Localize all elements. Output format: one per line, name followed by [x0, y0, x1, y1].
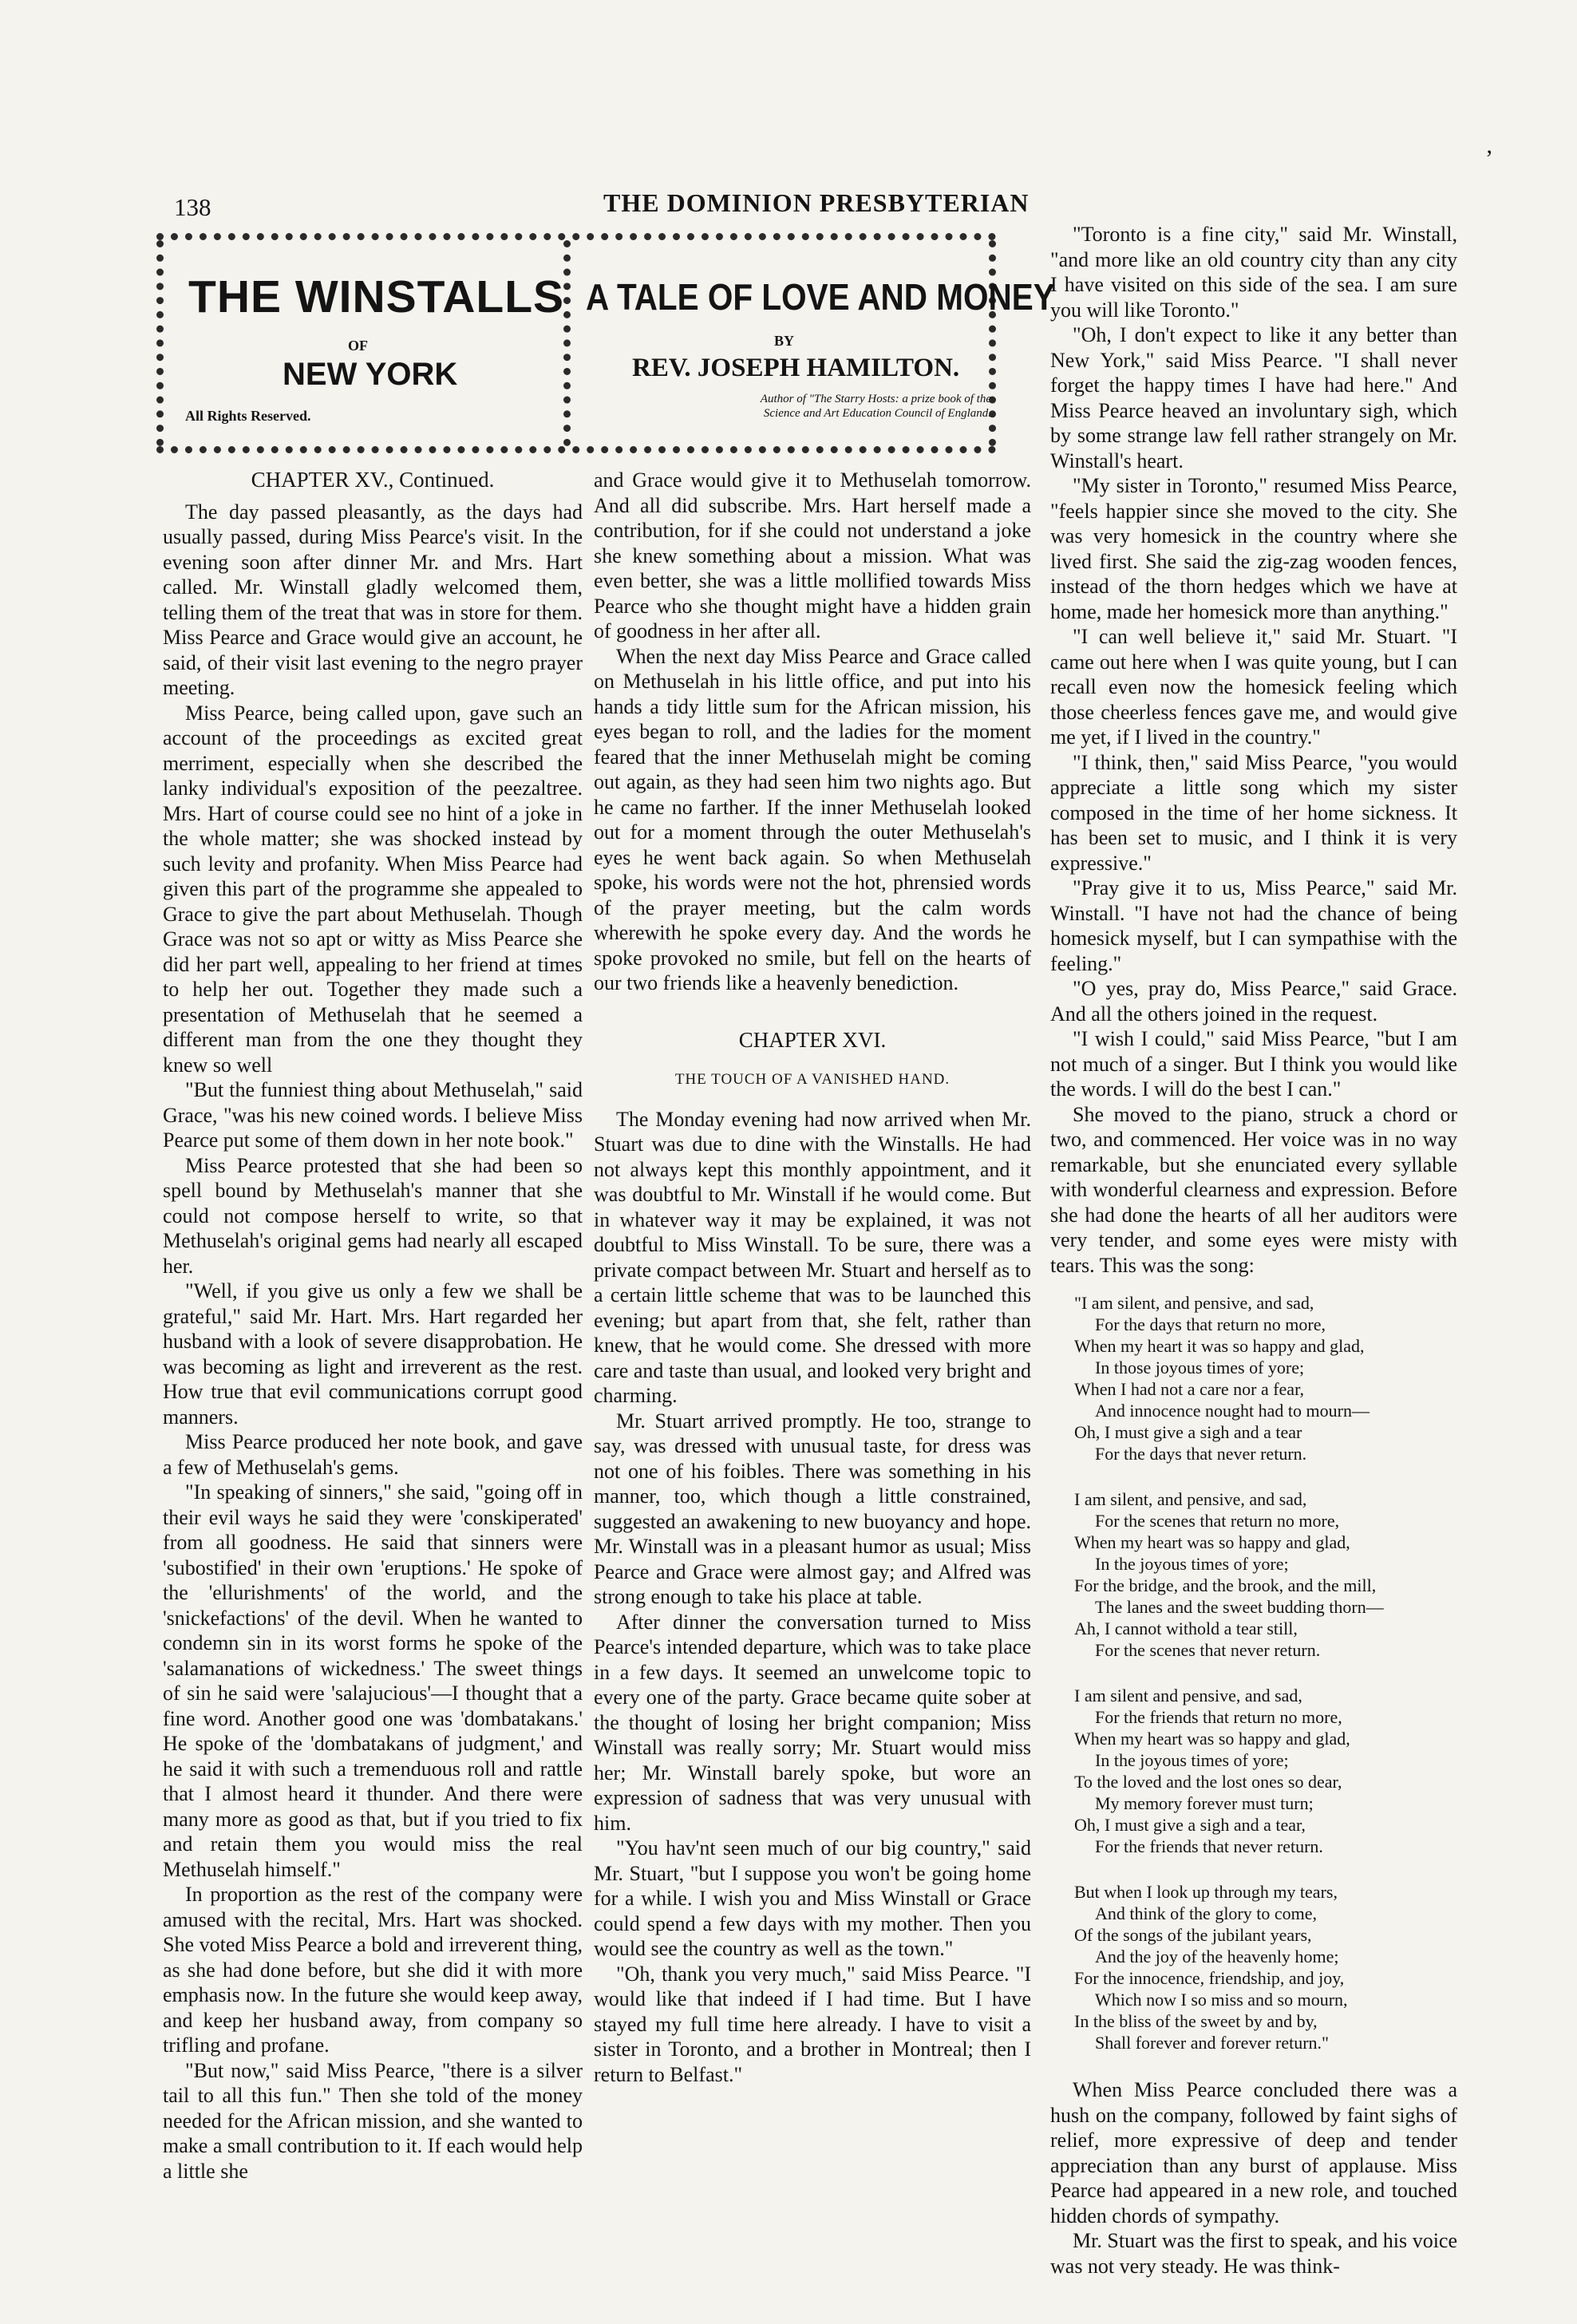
- poem-line: I am silent and pensive, and sad,: [1074, 1686, 1302, 1705]
- poem-line: In the bliss of the sweet by and by,: [1074, 2011, 1318, 2031]
- banner-title-left: THE WINSTALLS: [188, 271, 565, 322]
- song-poem: [1074, 1292, 1457, 2053]
- page-number: 138: [174, 193, 211, 221]
- paragraph: "I can well believe it," said Mr. Stuart. "I came out here when I was quite young, but I can recall even now the homesick feeling which those cheerless fences gave me, and would give me yet, if I lived in the country.": [1050, 625, 1457, 749]
- paragraph: "Oh, thank you very much," said Miss Pearce. "I would like that indeed if I had time. But I have stayed my full time here already. I have to visit a sister in Toronto, and a brother in Montreal; then I return to Belfast.": [594, 1962, 1031, 2086]
- story-banner: [156, 233, 1055, 453]
- poem-stanza: [1074, 1488, 1457, 1661]
- paragraph: "O yes, pray do, Miss Pearce," said Grace. And all the others joined in the request.: [1050, 977, 1457, 1026]
- poem-line: To the loved and the lost ones so dear,: [1074, 1772, 1342, 1792]
- banner-of: OF: [348, 338, 368, 354]
- paragraph: Miss Pearce, being called upon, gave such an account of the proceedings as excited great merriment, especially when she described the lanky individual's exposition of the peezaltree. Mrs. Hart of course could see no hint of a joke in the whole matter; she was shocked instead by such levity and profanity. When Miss Pearce had given this part of the programme she appealed to Grace to give the part about Methuselah. Though Grace was not so apt or witty as Miss Pearce she did her part well, appealing to her friend at times to help her out. Together they made such a presentation of Methuselah that he seemed a different man from the one they thought they knew so well: [163, 701, 583, 1077]
- column-3: [1050, 222, 1457, 2279]
- banner-by: BY: [774, 333, 795, 349]
- paragraph: "My sister in Toronto," resumed Miss Pearce, "feels happier since she moved to the city. She was very homesick in the country where she lived first. She said the zig-zag wooden fences, instead of the thorn hedges which we have at home, made her homesick more than anything.": [1050, 474, 1457, 623]
- running-title: THE DOMINION PRESBYTERIAN: [603, 188, 1030, 217]
- margin-mark: ’: [1485, 145, 1493, 172]
- poem-line: Shall forever and forever return.": [1095, 2033, 1330, 2053]
- poem-line: For the scenes that never return.: [1095, 1640, 1321, 1660]
- poem-line: When my heart was so happy and glad,: [1074, 1729, 1350, 1749]
- banner-credit-line: Science and Art Education Council of England.: [763, 407, 991, 420]
- banner-border-left: [156, 240, 164, 446]
- poem-line: When my heart it was so happy and glad,: [1074, 1336, 1365, 1356]
- paragraph: "I think, then," said Miss Pearce, "you would appreciate a little song which my sister composed in the time of her home sickness. It has been set to music, and I think it is very expressive.": [1050, 750, 1457, 875]
- paragraph: When the next day Miss Pearce and Grace called on Methuselah in his little office, and put into his hands a tidy little sum for the African mission, his eyes began to roll, and the ladies for the moment feared that the inner Methuselah might be coming out again, as they had seen him two nights ago. But he came no farther. If the inner Methuselah looked out for a moment through the outer Methuselah's eyes he went back again. So when Methuselah spoke, his words were not the hot, phrensied words of the prayer meeting, but the calm words wherewith he spoke every day. And the words he spoke provoked no smile, but fell on the hearts of our two friends like a heavenly benediction.: [594, 644, 1031, 994]
- paragraph: The Monday evening had now arrived when Mr. Stuart was due to dine with the Winstalls. He had not always kept this monthly appointment, and it was doubtful to Mr. Winstall if he would come. But in whatever way it may be explained, it was not doubtful to Miss Winstall. To be sure, there was a private compact between Mr. Stuart and herself as to a certain little scheme that was to be launched this evening; but apart from that, she felt, rather than knew, that he would come. She dressed with more care and taste than usual, and looked very bright and charming.: [594, 1107, 1031, 1407]
- column-2: [594, 468, 1031, 2087]
- paragraph: She moved to the piano, struck a chord or two, and commenced. Her voice was in no way remarkable, but she enunciated every syllable with wonderful clearness and expression. Before she had done the hearts of all her auditors were very tender, and some eyes were misty with tears. This was the song:: [1050, 1102, 1457, 1277]
- paragraph: Mr. Stuart arrived promptly. He too, strange to say, was dressed with unusual taste, for dress was not one of his foibles. There was something in his manner, too, which though a little constrained, suggested an awakening to new buoyancy and hope. Mr. Winstall was in a pleasant humor as usual; Miss Pearce and Grace were almost gay; and Alfred was strong enough to take his place at table.: [594, 1409, 1031, 1608]
- poem-line: For the bridge, and the brook, and the mill,: [1074, 1575, 1377, 1595]
- poem-line: And the joy of the heavenly home;: [1095, 1947, 1339, 1966]
- paragraph: "In speaking of sinners," she said, "going off in their evil ways he said they were 'conskiperated' from all goodness. He said that sinners were 'subostified' in their own 'eruptions.' He spoke of the 'ellurishments' of the world, and the 'snickefactions' of the devil. When he wanted to condemn sin in its worst forms he spoke of the 'salamanations of wickedness.' The sweet things of sin he said were 'salajucious'—I thought that a fine word. Another good one was 'dombatakans.' He spoke of the 'dombatakans of judgment,' and he said it with such a tremenduous roll and rattle that I almost heard it thunder. And there were many more as good as that, but if you tried to fix and retain them you would miss the real Methuselah himself.": [163, 1480, 583, 1881]
- paragraph: The day passed pleasantly, as the days had usually passed, during Miss Pearce's visit. In the evening soon after dinner Mr. and Mrs. Hart called. Mr. Winstall gladly welcomed them, telling them of the treat that was in store for them. Miss Pearce and Grace would give an account, he said, of their visit last evening to the negro prayer meeting.: [163, 500, 583, 699]
- banner-title-right: A TALE OF LOVE AND MONEY: [586, 276, 1055, 318]
- poem-line: In the joyous times of yore;: [1095, 1750, 1289, 1770]
- paragraph: When Miss Pearce concluded there was a hush on the company, followed by faint sighs of relief, more expressive of deep and tender appreciation than any burst of applause. Miss Pearce had appeared in a new role, and touched hidden chords of sympathy.: [1050, 2078, 1457, 2227]
- chapter-heading: CHAPTER XVI.: [738, 1027, 887, 1052]
- paragraph: "You hav'nt seen much of our big country," said Mr. Stuart, "but I suppose you won't be going home for a while. I wish you and Miss Winstall or Grace could spend a few days with my mother. Then you would see the country as well as the town.": [594, 1836, 1031, 1960]
- poem-line: And innocence nought had to mourn—: [1095, 1401, 1370, 1421]
- poem-line: And think of the glory to come,: [1095, 1903, 1318, 1923]
- paragraph: "I wish I could," said Miss Pearce, "but I am not much of a singer. But I think you would like the words. I will do the best I can.": [1050, 1027, 1457, 1101]
- poem-line: Which now I so miss and so mourn,: [1095, 1990, 1348, 2010]
- banner-title-left-2: NEW YORK: [283, 357, 458, 392]
- poem-line: When my heart was so happy and glad,: [1074, 1532, 1350, 1552]
- poem-line: "I am silent, and pensive, and sad,: [1074, 1293, 1314, 1313]
- column-1: [163, 468, 583, 2184]
- banner-rights: All Rights Reserved.: [185, 408, 311, 424]
- paragraph: Mr. Stuart was the first to speak, and his voice was not very steady. He was think-: [1050, 2229, 1457, 2278]
- paragraph: Miss Pearce protested that she had been so spell bound by Methuselah's manner that she could not compose herself to write, so that Methuselah's original gems had nearly all escaped her.: [163, 1153, 583, 1278]
- chapter-heading: CHAPTER XV., Continued.: [251, 468, 495, 492]
- poem-line: When I had not a care nor a fear,: [1074, 1379, 1305, 1399]
- poem-line: Oh, I must give a sigh and a tear: [1074, 1422, 1302, 1442]
- poem-line: In the joyous times of yore;: [1095, 1554, 1289, 1574]
- poem-line: In those joyous times of yore;: [1095, 1358, 1305, 1377]
- paragraph: In proportion as the rest of the company were amused with the recital, Mrs. Hart was shocked. She voted Miss Pearce a bold and irreverent thing, as she had done before, but she did it with more emphasis now. In the future she would keep away, and keep her husband away, from company so trifling and profane.: [163, 1883, 583, 2057]
- poem-line: For the days that never return.: [1095, 1444, 1307, 1464]
- paragraph: "Toronto is a fine city," said Mr. Winstall, "and more like an old country city than any city I have visited on this side of the sea. I am sure you will like Toronto.": [1050, 223, 1457, 322]
- paragraph: "Oh, I don't expect to like it any better than New York," said Miss Pearce. "I shall never forget the happy times I have had here." And Miss Pearce heaved an involuntary sigh, which by some strange law fell rather strangely on Mr. Winstall's heart.: [1050, 323, 1457, 472]
- poem-line: For the days that return no more,: [1095, 1314, 1326, 1334]
- chapter-subtitle: THE TOUCH OF A VANISHED HAND.: [674, 1071, 951, 1088]
- paragraph: "But the funniest thing about Methuselah," said Grace, "was his new coined words. I believe Miss Pearce put some of them down in her note book.": [163, 1078, 583, 1152]
- paragraph: and Grace would give it to Methuselah tomorrow. And all did subscribe. Mrs. Hart herself made a contribution, for if she could not understand a joke she knew something about a mission. What was even better, she was a little mollified towards Miss Pearce who she thought might have a hidden grain of goodness in her after all.: [594, 468, 1031, 642]
- poem-line: Of the songs of the jubilant years,: [1074, 1925, 1312, 1945]
- poem-line: Ah, I cannot withold a tear still,: [1074, 1618, 1298, 1638]
- poem-line: For the scenes that return no more,: [1095, 1511, 1340, 1531]
- paragraph: "But now," said Miss Pearce, "there is a silver tail to all this fun." Then she told of the money needed for the African mission, and she wanted to make a small contribution to it. If each would help a little she: [163, 2058, 583, 2183]
- banner-border-middle: [563, 240, 571, 446]
- banner-credit-line: Author of "The Starry Hosts: a prize book of the: [760, 393, 991, 405]
- poem-line: The lanes and the sweet budding thorn—: [1095, 1597, 1384, 1617]
- poem-line: I am silent, and pensive, and sad,: [1074, 1489, 1307, 1509]
- poem-line: For the friends that return no more,: [1095, 1707, 1342, 1727]
- paragraph: After dinner the conversation turned to Miss Pearce's intended departure, which was to take place in a few days. It seemed an unwelcome topic to every one of the party. Grace became quite sober at the thought of losing her bright companion; Miss Winstall was really sorry; Mr. Stuart would miss her; Mr. Winstall barely spoke, but wore an expression of sadness that was very unusual with him.: [594, 1610, 1031, 1835]
- banner-author: REV. JOSEPH HAMILTON.: [632, 354, 960, 382]
- paragraph: "Well, if you give us only a few we shall be grateful," said Mr. Hart. Mrs. Hart regarded her husband with a look of severe disapprobation. He was becoming as light and irreverent as the rest. How true that evil communications corrupt good manners.: [163, 1279, 583, 1429]
- banner-credit: [592, 392, 991, 421]
- poem-line: For the friends that never return.: [1095, 1836, 1323, 1856]
- paragraph: "Pray give it to us, Miss Pearce," said Mr. Winstall. "I have not had the chance of being homesick myself, but I can sympathise with the feeling.": [1050, 876, 1457, 975]
- paragraph: Miss Pearce produced her note book, and gave a few of Methuselah's gems.: [163, 1430, 583, 1479]
- poem-line: Oh, I must give a sigh and a tear,: [1074, 1815, 1306, 1835]
- poem-stanza: [1074, 1685, 1457, 1857]
- poem-line: My memory forever must turn;: [1095, 1793, 1314, 1813]
- poem-line: But when I look up through my tears,: [1074, 1882, 1338, 1902]
- poem-stanza: [1074, 1881, 1457, 2053]
- poem-line: For the innocence, friendship, and joy,: [1074, 1968, 1345, 1988]
- poem-stanza: [1074, 1292, 1457, 1464]
